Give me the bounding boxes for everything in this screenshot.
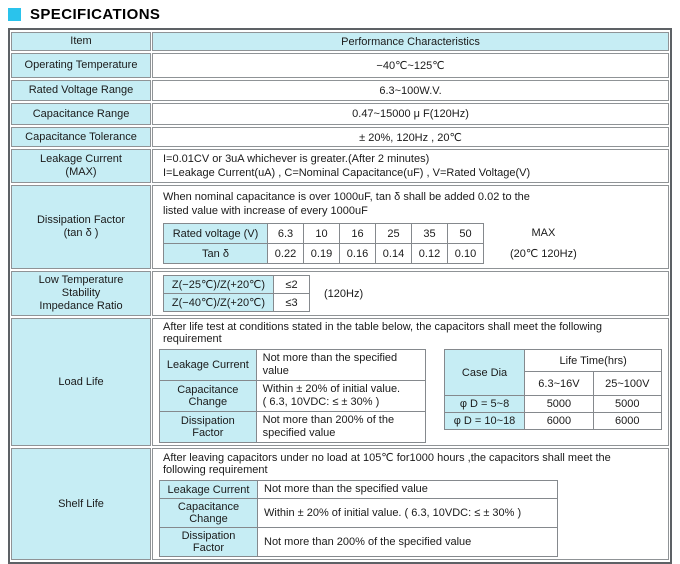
tan-delta-header: Tan δ xyxy=(164,244,268,264)
voltage-cell: 10 xyxy=(304,224,340,244)
item-label: Capacitance Range xyxy=(11,103,151,125)
requirement-row xyxy=(160,481,558,499)
max-label: MAX xyxy=(531,226,556,239)
specifications-table xyxy=(8,28,672,564)
voltage-cell: 25 xyxy=(376,224,412,244)
dissipation-table-group xyxy=(159,223,662,265)
value-rated-voltage-range: 6.3~100W.V. xyxy=(152,80,669,101)
value-capacitance-range: 0.47~15000 μ F(120Hz) xyxy=(152,103,669,125)
requirement-value: Within ± 20% of initial value. ( 6.3, 10VDC: ≤ ± 30% ) xyxy=(258,499,558,528)
leakage-formula: I=0.01CV or 3uA whichever is greater.(After 2 minutes) xyxy=(163,153,430,165)
life-hours: 6000 xyxy=(593,413,661,430)
impedance-table-group xyxy=(159,275,662,312)
case-dia-label: φ D = 5~8 xyxy=(444,396,525,413)
dissipation-condition xyxy=(510,223,577,265)
dissipation-voltage-header: Rated voltage (V) xyxy=(164,224,268,244)
impedance-row xyxy=(164,294,310,312)
impedance-limit: ≤2 xyxy=(274,276,310,294)
impedance-ratio-label: Z(−25℃)/Z(+20℃) xyxy=(164,276,274,294)
value-impedance-ratio xyxy=(152,271,669,316)
item-label xyxy=(11,185,151,269)
requirement-label: Capacitance Change xyxy=(160,381,257,412)
condition-label: (20℃ 120Hz) xyxy=(510,247,577,260)
life-time-header: Life Time(hrs) xyxy=(525,350,662,372)
life-table-header-row xyxy=(444,350,661,372)
tan-value-cell: 0.14 xyxy=(376,244,412,264)
item-label: Capacitance Tolerance xyxy=(11,127,151,147)
life-table-data-row xyxy=(444,396,661,413)
requirement-value xyxy=(256,381,425,412)
row-leakage-current xyxy=(11,149,669,183)
voltage-cell: 6.3 xyxy=(268,224,304,244)
row-shelf-life xyxy=(11,448,669,560)
shelf-life-requirements-table xyxy=(159,480,558,557)
value-capacitance-tolerance: ± 20%, 120Hz , 20℃ xyxy=(152,127,669,147)
item-label: Rated Voltage Range xyxy=(11,80,151,101)
life-hours: 6000 xyxy=(525,413,593,430)
item-label-line1: Dissipation Factor xyxy=(36,214,126,226)
dissipation-voltage-row xyxy=(164,224,484,244)
voltage-cell: 50 xyxy=(448,224,484,244)
tan-value-cell: 0.22 xyxy=(268,244,304,264)
item-label-line2: (tan δ ) xyxy=(63,227,99,239)
tan-value-cell: 0.19 xyxy=(304,244,340,264)
shelf-life-intro-line1: After leaving capacitors under no load at 105℃ for1000 hours ,the capacitors shall meet the xyxy=(163,452,611,464)
voltage-range-header: 25~100V xyxy=(593,372,661,396)
requirement-label: Dissipation Factor xyxy=(160,412,257,443)
requirement-row xyxy=(160,412,426,443)
row-capacitance-range xyxy=(11,103,669,125)
requirement-value: Not more than the specified value xyxy=(256,350,425,381)
requirement-value: Not more than the specified value xyxy=(258,481,558,499)
dissipation-table xyxy=(163,223,484,264)
requirement-value-line2: ( 6.3, 10VDC: ≤ ± 30% ) xyxy=(262,396,380,408)
row-load-life xyxy=(11,318,669,446)
row-rated-voltage-range xyxy=(11,80,669,101)
item-label: Shelf Life xyxy=(11,448,151,560)
row-impedance-ratio xyxy=(11,271,669,316)
impedance-limit: ≤3 xyxy=(274,294,310,312)
load-life-intro: After life test at conditions stated in the table below, the capacitors shall meet the following requirement xyxy=(163,321,603,345)
section-header xyxy=(8,6,680,23)
section-bullet-icon xyxy=(8,8,21,21)
item-label-line1: Leakage Current xyxy=(40,153,122,165)
tan-value-cell: 0.12 xyxy=(412,244,448,264)
load-life-tables xyxy=(159,349,662,443)
case-dia-label: φ D = 10~18 xyxy=(444,413,525,430)
value-leakage-current xyxy=(152,149,669,183)
requirement-label: Leakage Current xyxy=(160,350,257,381)
dissipation-note-line1: When nominal capacitance is over 1000uF, tan δ shall be added 0.02 to the xyxy=(163,190,530,203)
item-label xyxy=(11,149,151,183)
row-dissipation-factor xyxy=(11,185,669,269)
table-header-row xyxy=(11,32,669,51)
requirement-value-line1: Within ± 20% of initial value. xyxy=(262,383,401,395)
item-label: Operating Temperature xyxy=(11,53,151,78)
item-label-line1: Low Temperature Stability xyxy=(38,274,124,299)
life-table-data-row xyxy=(444,413,661,430)
value-load-life xyxy=(152,318,669,446)
life-hours: 5000 xyxy=(593,396,661,413)
impedance-table xyxy=(163,275,310,312)
page-title: SPECIFICATIONS xyxy=(30,6,161,23)
row-operating-temperature xyxy=(11,53,669,78)
impedance-row xyxy=(164,276,310,294)
row-capacitance-tolerance xyxy=(11,127,669,147)
voltage-cell: 16 xyxy=(340,224,376,244)
requirement-value: Not more than 200% of the specified value xyxy=(256,412,425,443)
dissipation-note-line2: listed value with increase of every 1000uF xyxy=(163,204,368,217)
requirement-label: Dissipation Factor xyxy=(160,528,258,557)
requirement-row xyxy=(160,528,558,557)
requirement-row xyxy=(160,350,426,381)
dissipation-tan-row xyxy=(164,244,484,264)
requirement-row xyxy=(160,499,558,528)
requirement-label: Capacitance Change xyxy=(160,499,258,528)
item-label-line2: Impedance Ratio xyxy=(39,300,123,312)
life-hours: 5000 xyxy=(525,396,593,413)
item-label-line2: (MAX) xyxy=(65,166,97,178)
voltage-range-header: 6.3~16V xyxy=(525,372,593,396)
voltage-cell: 35 xyxy=(412,224,448,244)
case-dia-header: Case Dia xyxy=(444,350,525,396)
shelf-life-intro-line2: following requirement xyxy=(163,464,268,476)
item-label: Load Life xyxy=(11,318,151,446)
value-dissipation-factor xyxy=(152,185,669,269)
leakage-legend: I=Leakage Current(uA) , C=Nominal Capacitance(uF) , V=Rated Voltage(V) xyxy=(163,167,531,179)
tan-value-cell: 0.16 xyxy=(340,244,376,264)
value-shelf-life xyxy=(152,448,669,560)
life-time-table xyxy=(444,349,662,430)
column-header-performance: Performance Characteristics xyxy=(152,32,669,51)
impedance-condition: (120Hz) xyxy=(324,287,364,300)
column-header-item: Item xyxy=(11,32,151,51)
requirement-value: Not more than 200% of the specified value xyxy=(258,528,558,557)
tan-value-cell: 0.10 xyxy=(448,244,484,264)
impedance-ratio-label: Z(−40℃)/Z(+20℃) xyxy=(164,294,274,312)
value-operating-temperature: −40℃~125℃ xyxy=(152,53,669,78)
item-label xyxy=(11,271,151,316)
dissipation-note xyxy=(159,190,662,218)
requirement-label: Leakage Current xyxy=(160,481,258,499)
shelf-life-intro xyxy=(159,451,662,476)
requirement-row xyxy=(160,381,426,412)
load-life-requirements-table xyxy=(159,349,426,443)
